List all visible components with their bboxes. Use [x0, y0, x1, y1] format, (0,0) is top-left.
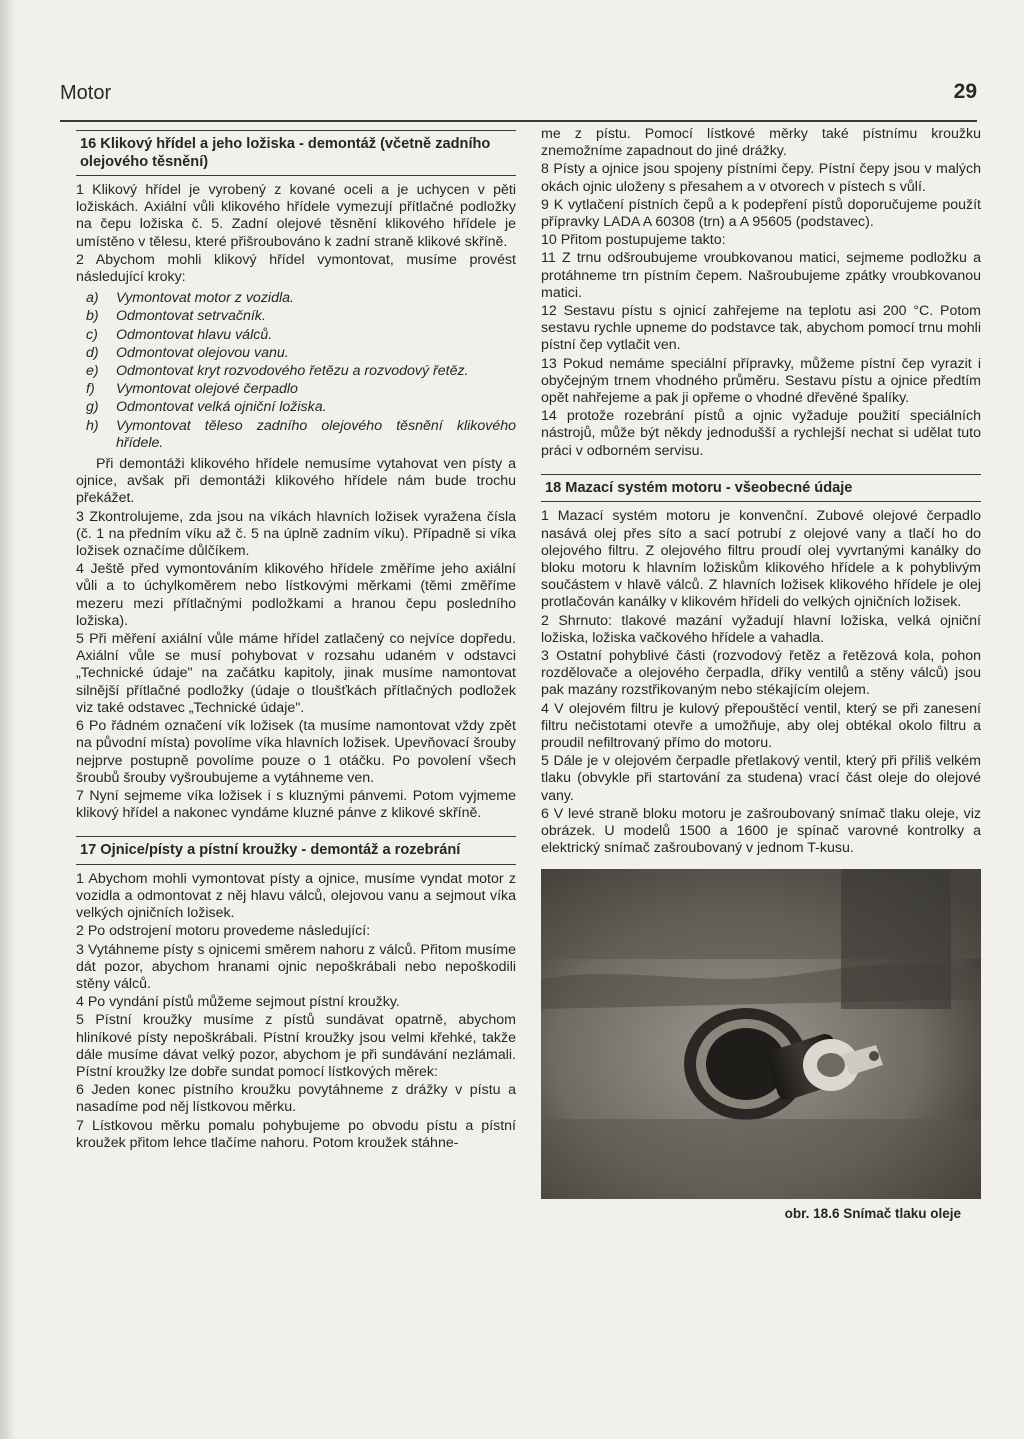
step-text: Odmontovat olejovou vanu. — [116, 344, 289, 361]
step-text: Vymontovat motor z vozidla. — [116, 290, 294, 307]
s17-paragraph-11: 11 Z trnu odšroubujeme vroubkovanou matici, sejmeme podložku a protáhneme trn pístním čepem. Našroubujeme zpátky vroubkovanou matici. — [541, 250, 981, 301]
s16-paragraph-6: 6 Po řádném označení vík ložisek (ta musíme namontovat vždy zpět na původní místa) povolíme víka hlavních ložisek. Upevňovací šrouby nejprve postupně povolíme pouze o 1 otáčku. Po povolení všech šroubů šrouby vyšroubujeme a vytáhneme ven. — [76, 718, 516, 786]
section-17-title: 17 Ojnice/písty a pístní kroužky - demontáž a rozebrání — [76, 836, 516, 865]
s18-paragraph-3: 3 Ostatní pohyblivé části (rozvodový řetěz a řetězová kola, pohon rozdělovače a olejového čerpadla, dříky ventilů a stěny válců) jsou pak mazány rozstřikovaným nebo stékajícím olejem. — [541, 647, 981, 699]
right-column — [541, 126, 981, 1223]
s16-steps-list — [76, 290, 516, 452]
s16-step — [76, 345, 516, 362]
s17-paragraph-7-continued: me z pístu. Pomocí lístkové měrky také pístnímu kroužku znemožníme zapadnout do jiné drážky. — [541, 126, 981, 160]
page-number: 29 — [953, 80, 977, 103]
s17-paragraph-1: 1 Abychom mohli vymontovat písty a ojnice, musíme vyndat motor z vozidla a odmontovat z něj hlavu válců, olejovou vanu a sejmout víka velkých ojničních ložisek. — [76, 870, 516, 922]
s16-note: Při demontáži klikového hřídele nemusíme vytahovat ven písty a ojnice, avšak při demontáži klikového hřídele nám bude trochu překážet. — [76, 456, 516, 507]
s16-paragraph-1: 1 Klikový hřídel je vyrobený z kované oceli a je uchycen v pěti ložiskách. Axiální vůli klikového hřídele vymezují přítlačné podložky na čepu ložiska č. 5. Zadní olejové těsnění klikového hřídele je umístěno v tělesu, které přišroubováno k zadní straně klikové skříně. — [76, 182, 516, 250]
s17-paragraph-3: 3 Vytáhneme písty s ojnicemi směrem nahoru z válců. Přitom musíme dát pozor, abychom hranami ojnic nepoškrábali nebo nepoškodili stěny válců. — [76, 941, 516, 993]
chapter-title: Motor — [60, 82, 112, 104]
photo-illustration — [541, 869, 981, 1199]
step-text: Odmontovat kryt rozvodového řetězu a rozvodový řetěz. — [116, 363, 469, 380]
s17-paragraph-13: 13 Pokud nemáme speciální přípravky, můžeme pístní čep vyrazit i obyčejným trnem vhodného průměru. Sestavu pístu a ojnice předtím opět nahřejeme a pak ji opřeme o vhodné dřevěné špalíky. — [541, 355, 981, 407]
s18-paragraph-4: 4 V olejovém filtru je kulový přepouštěcí ventil, který se při zanesení filtru nečistotami otevře a umožňuje, aby olej obtékal okolo filtru a proudil nefiltrovaný přímo do motoru. — [541, 700, 981, 751]
s17-paragraph-12: 12 Sestavu pístu s ojnicí zahřejeme na teplotu asi 200 °C. Potom sestavu rychle upneme do podstavce tak, abychom pomocí trnu mohli pístní čep vytlačit ven. — [541, 303, 981, 354]
s17-paragraph-9: 9 K vytlačení pístních čepů a k podepření pístů doporučujeme použít přípravky LADA A 60308 (trn) a A 95605 (podstavec). — [541, 196, 981, 231]
s17-paragraph-8: 8 Písty a ojnice jsou spojeny pístními čepy. Pístní čepy jsou v malých okách ojnic uloženy s přesahem a v otvorech v pístech s vůlí. — [541, 161, 981, 195]
s17-paragraph-7: 7 Lístkovou měrku pomalu pohybujeme po obvodu pístu a pístní kroužek přitom lehce tlačíme nahoru. Potom kroužek stáhne- — [76, 1117, 516, 1151]
s16-step — [76, 399, 516, 416]
step-letter: b) — [86, 308, 99, 325]
step-text: Odmontovat velká ojniční ložiska. — [116, 399, 327, 416]
section-16-title: 16 Klikový hřídel a jeho ložiska - demontáž (včetně zadního olejového těsnění) — [76, 130, 516, 176]
s17-paragraph-14: 14 protože rozebrání pístů a ojnic vyžaduje použití speciálních nástrojů, může být někdy jednodušší a rychlejší nechat si udělat tuto práci v odborném servisu. — [541, 408, 981, 459]
step-letter: g) — [86, 399, 99, 416]
s18-paragraph-2: 2 Shrnuto: tlakové mazání vyžadují hlavní ložiska, velká ojniční ložiska, ložiska vačkového hřídele a vahadla. — [541, 612, 981, 646]
oil-pressure-sensor-photo — [541, 869, 981, 1199]
s16-step — [76, 363, 516, 380]
step-letter: c) — [86, 326, 98, 343]
s16-step — [76, 308, 516, 325]
s17-paragraph-6: 6 Jeden konec pístního kroužku povytáhneme z drážky v pístu a nasadíme pod něj lístkovou měrku. — [76, 1082, 516, 1116]
s16-step — [76, 327, 516, 344]
s16-step — [76, 381, 516, 398]
s17-paragraph-4: 4 Po vyndání pístů můžeme sejmout pístní kroužky. — [76, 994, 400, 1011]
s18-paragraph-5: 5 Dále je v olejovém čerpadle přetlakový ventil, který při příliš velkém tlaku (obvykle při startování za studena) vrací část oleje do olejové vany. — [541, 753, 981, 804]
header-rule — [60, 120, 977, 122]
s16-paragraph-3: 3 Zkontrolujeme, zda jsou na víkách hlavních ložisek vyražena čísla (č. 1 na předním víku až č. 5 na úplně zadním víku). Případně si víka ložisek označíme důlčíkem. — [76, 508, 516, 560]
page-binding-edge — [0, 0, 14, 1439]
s16-paragraph-5: 5 Při měření axiální vůle máme hřídel zatlačený co nejvíce dopředu. Axiální vůle se musí pohybovat v rozsahu udaném v odstavci „Technické údaje" na začátku kapitoly, jinak musíme namontovat silnější přítlačné podložky (údaje o tloušťkách přítlačných podložek viz také odstavec „Technické údaje". — [76, 631, 516, 716]
s16-step — [76, 418, 516, 452]
s16-paragraph-2: 2 Abychom mohli klikový hřídel vymontovat, musíme provést následující kroky: — [76, 251, 516, 286]
step-letter: d) — [86, 344, 99, 361]
running-head — [60, 76, 977, 112]
step-letter: e) — [86, 363, 99, 380]
step-text: Odmontovat hlavu válců. — [116, 326, 273, 343]
s17-paragraph-2: 2 Po odstrojení motoru provedeme následující: — [76, 923, 371, 940]
s16-paragraph-4: 4 Ještě před vymontováním klikového hřídele změříme jeho axiální vůli a to úchylkoměrem nebo lístkovými měrkami (těmi změříme mezeru mezi přítlačnými podložkami a hranou čepu posledního ložiska). — [76, 561, 516, 629]
step-text: Odmontovat setrvačník. — [116, 308, 266, 325]
step-letter: f) — [86, 381, 95, 398]
s16-paragraph-7: 7 Nyní sejmeme víka ložisek i s kluznými pánvemi. Potom vyjmeme klikový hřídel a nakonec vyndáme kluzné pánve z klikové skříně. — [76, 787, 516, 822]
s18-paragraph-6: 6 V levé straně bloku motoru je zašroubovaný snímač tlaku oleje, viz obrázek. U modelů 1500 a 1600 je spínač varovné kontrolky a elektrický snímač zašroubovaný v jednom T-kusu. — [541, 805, 981, 857]
section-18-title: 18 Mazací systém motoru - všeobecné údaje — [541, 474, 981, 503]
step-letter: h) — [86, 417, 99, 434]
s17-paragraph-10: 10 Přitom postupujeme takto: — [541, 232, 726, 249]
s16-step — [76, 290, 516, 307]
step-letter: a) — [86, 290, 99, 307]
s18-paragraph-1: 1 Mazací systém motoru je konvenční. Zubové olejové čerpadlo nasává olej přes síto a sací potrubí z olejové vany a tlačí ho do olejového filtru. Z olejového filtru proudí olej vyvrtanými kanálky do bloku motoru k hlavním ložiskům klikového hřídele a k pohyblivým součástem v hlavě válců. Z hlavních ložisek klikového hřídele je olej protlačován kanálky v klikovém hřídeli do velkých ojničních ložisek. — [541, 508, 981, 611]
photo-caption: obr. 18.6 Snímač tlaku oleje — [784, 1206, 961, 1222]
step-text: Vymontovat těleso zadního olejového těsnění klikového hřídele. — [116, 417, 516, 451]
step-text: Vymontovat olejové čerpadlo — [116, 381, 298, 398]
left-column — [76, 126, 516, 1153]
s17-paragraph-5: 5 Pístní kroužky musíme z pístů sundávat opatrně, abychom hliníkové písty nepoškrábali. Pístní kroužky jsou velmi křehké, takže dále musíme dávat velký pozor, abychom je při sundávání nezlámali. Pístní kroužky lze dobře sundat pomocí lístkových měrek: — [76, 1012, 516, 1081]
